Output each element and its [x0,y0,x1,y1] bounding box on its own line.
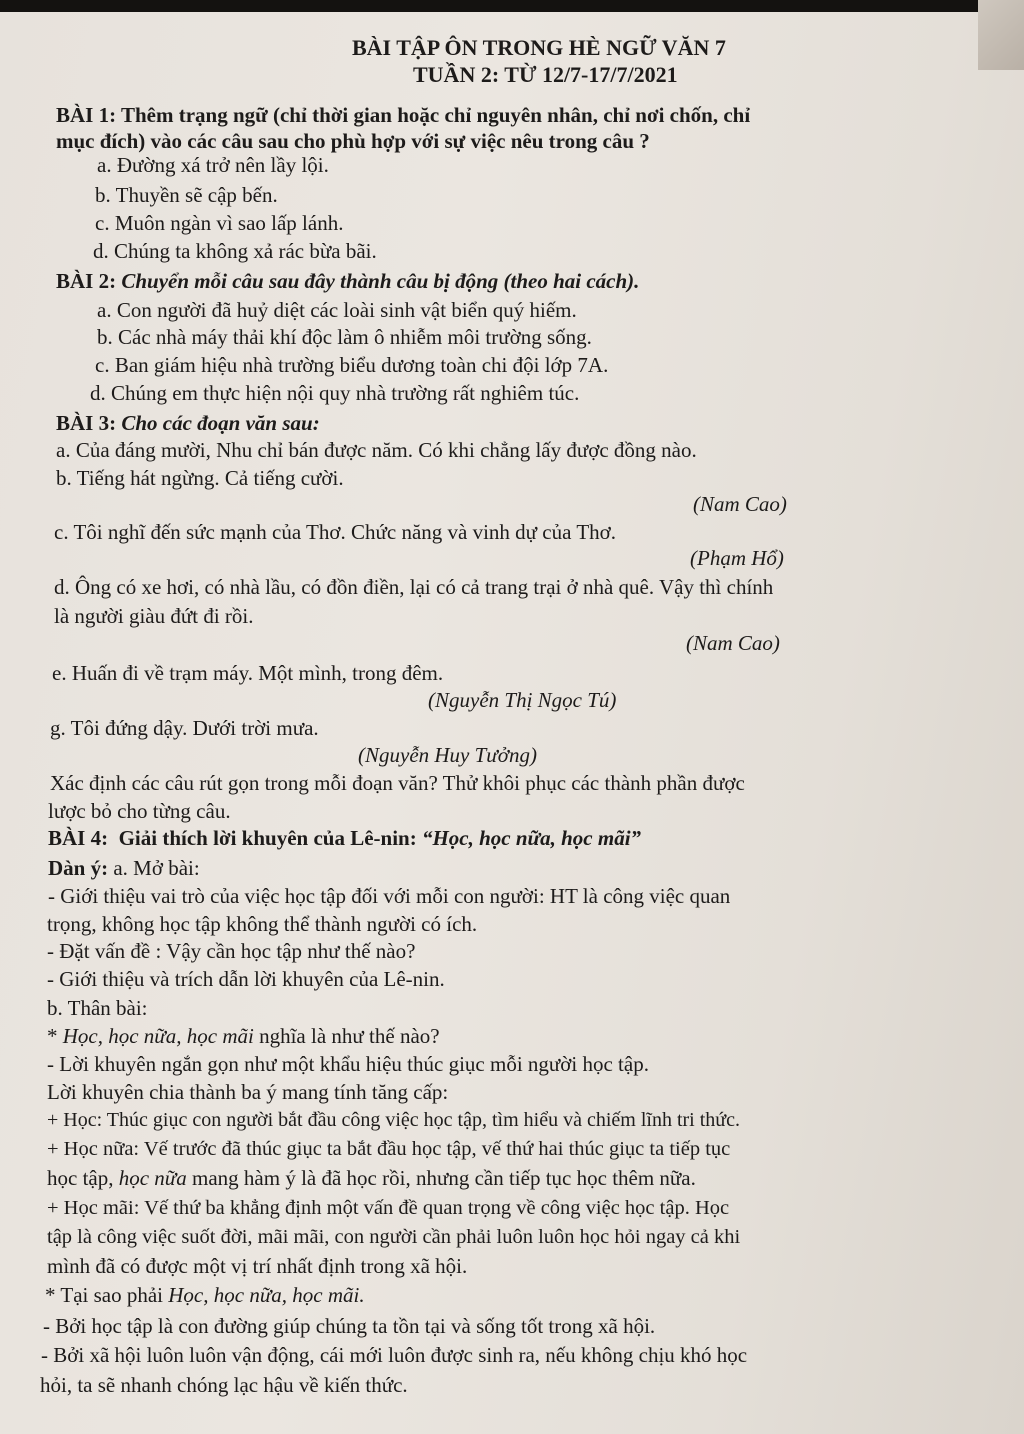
bai1-item: c. Muôn ngàn vì sao lấp lánh. [95,211,344,235]
bai2-heading: BÀI 2: Chuyển mỗi câu sau đây thành câu bị động (theo hai cách). [56,269,640,293]
bai3-passage-c: c. Tôi nghĩ đến sức mạnh của Thơ. Chức năng và vinh dự của Thơ. [54,520,616,544]
bai4-line: + Học mãi: Vế thứ ba khẳng định một vấn đề quan trọng về công việc học tập. Học [47,1197,730,1219]
bai4-quote: “Học, học nữa, học mãi” [421,826,642,850]
bai3-label: BÀI 3: [56,411,117,435]
bai3-heading: BÀI 3: Cho các đoạn văn sau: [56,411,320,435]
bai1-item: d. Chúng ta không xả rác bừa bãi. [93,239,377,263]
bai4-line: trọng, không học tập không thể thành người có ích. [47,912,478,936]
bai3-source-b: (Nam Cao) [693,492,787,516]
bai4-heading: BÀI 4: Giải thích lời khuyên của Lê-nin: “Học, học nữa, học mãi” [48,826,642,850]
bai3-question-line2: lược bỏ cho từng câu. [48,799,231,823]
bai4-body-label: b. Thân bài: [47,996,148,1020]
bai4-line: + Học nữa: Vế trước đã thúc giục ta bắt đầu học tập, vế thứ hai thúc giục ta tiếp tục [47,1138,731,1160]
bai4-line: học tập, học nữa mang hàm ý là đã học rồi, nhưng cần tiếp tục học thêm nữa. [47,1166,696,1190]
bai3-source-g: (Nguyễn Huy Tưởng) [358,743,537,767]
bai4-label: BÀI 4: [48,826,109,850]
bai3-source-d: (Nam Cao) [686,631,780,655]
bai3-passage-d-line2: là người giàu đứt đi rồi. [54,604,254,628]
photo-top-edge [0,0,1024,12]
bai3-passage-e: e. Huấn đi về trạm máy. Một mình, trong đêm. [52,661,444,685]
bai2-label: BÀI 2: [56,269,117,293]
bai2-item: a. Con người đã huỷ diệt các loài sinh vật biển quý hiếm. [97,298,577,322]
bai3-source-e: (Nguyễn Thị Ngọc Tú) [428,688,617,712]
bai1-label: BÀI 1: [56,103,117,127]
bai4-line: + Học: Thúc giục con người bắt đầu công việc học tập, tìm hiểu và chiếm lĩnh tri thức. [47,1109,740,1131]
bai2-item: c. Ban giám hiệu nhà trường biểu dương toàn chi đội lớp 7A. [95,353,609,377]
bai4-line: Lời khuyên chia thành ba ý mang tính tăng cấp: [47,1080,449,1104]
bai3-passage-d-line1: d. Ông có xe hơi, có nhà lầu, có đồn điền, lại có cả trang trại ở nhà quê. Vậy thì chính [54,575,774,599]
bai4-line: * Tại sao phải Học, học nữa, học mãi. [45,1283,365,1307]
page-title: BÀI TẬP ÔN TRONG HÈ NGỮ VĂN 7 [352,35,726,60]
bai4-line: mình đã có được một vị trí nhất định trong xã hội. [47,1254,468,1278]
bai1-prompt-line2: mục đích) vào các câu sau cho phù hợp với sự việc nêu trong câu ? [56,129,650,153]
bai4-line: tập là công việc suốt đời, mãi mãi, con người cần phải luôn luôn học hỏi ngay cả khi [47,1226,741,1248]
bai4-line: - Bởi xã hội luôn luôn vận động, cái mới luôn được sinh ra, nếu không chịu khó học [41,1343,748,1367]
bai4-line: hỏi, ta sẽ nhanh chóng lạc hậu về kiến thức. [40,1373,408,1397]
bai4-line: - Bởi học tập là con đường giúp chúng ta tồn tại và sống tốt trong xã hội. [43,1314,656,1338]
bai3-source-c: (Phạm Hổ) [690,546,784,570]
bai1-item: b. Thuyền sẽ cập bến. [95,183,278,207]
bai4-line: - Giới thiệu và trích dẫn lời khuyên của Lê-nin. [47,967,445,991]
bai3-passage-b: b. Tiếng hát ngừng. Cả tiếng cười. [56,466,344,490]
bai4-line: - Đặt vấn đề : Vậy cần học tập như thế nào? [47,939,416,963]
bai4-outline-label: Dàn ý: a. Mở bài: [48,856,200,880]
bai1-item: a. Đường xá trở nên lầy lội. [97,153,329,177]
bai4-line: * Học, học nữa, học mãi nghĩa là như thế nào? [47,1024,440,1048]
bai2-item: b. Các nhà máy thải khí độc làm ô nhiễm môi trường sống. [97,325,592,349]
bai2-item: d. Chúng em thực hiện nội quy nhà trường rất nghiêm túc. [90,381,580,405]
page-subtitle: TUẦN 2: TỪ 12/7-17/7/2021 [413,62,678,87]
bai3-passage-g: g. Tôi đứng dậy. Dưới trời mưa. [50,716,319,740]
bai3-passage-a: a. Của đáng mười, Nhu chỉ bán được năm. Có khi chẳng lấy được đồng nào. [56,438,697,462]
bai4-line: - Giới thiệu vai trò của việc học tập đối với mỗi con người: HT là công việc quan [48,884,731,908]
paper-corner [978,0,1024,70]
bai1-prompt-line1: BÀI 1: Thêm trạng ngữ (chỉ thời gian hoặc chỉ nguyên nhân, chỉ nơi chốn, chỉ [56,103,751,127]
bai4-line: - Lời khuyên ngắn gọn như một khẩu hiệu thúc giục mỗi người học tập. [47,1052,649,1076]
bai3-question-line1: Xác định các câu rút gọn trong mỗi đoạn văn? Thử khôi phục các thành phần được [50,771,745,795]
